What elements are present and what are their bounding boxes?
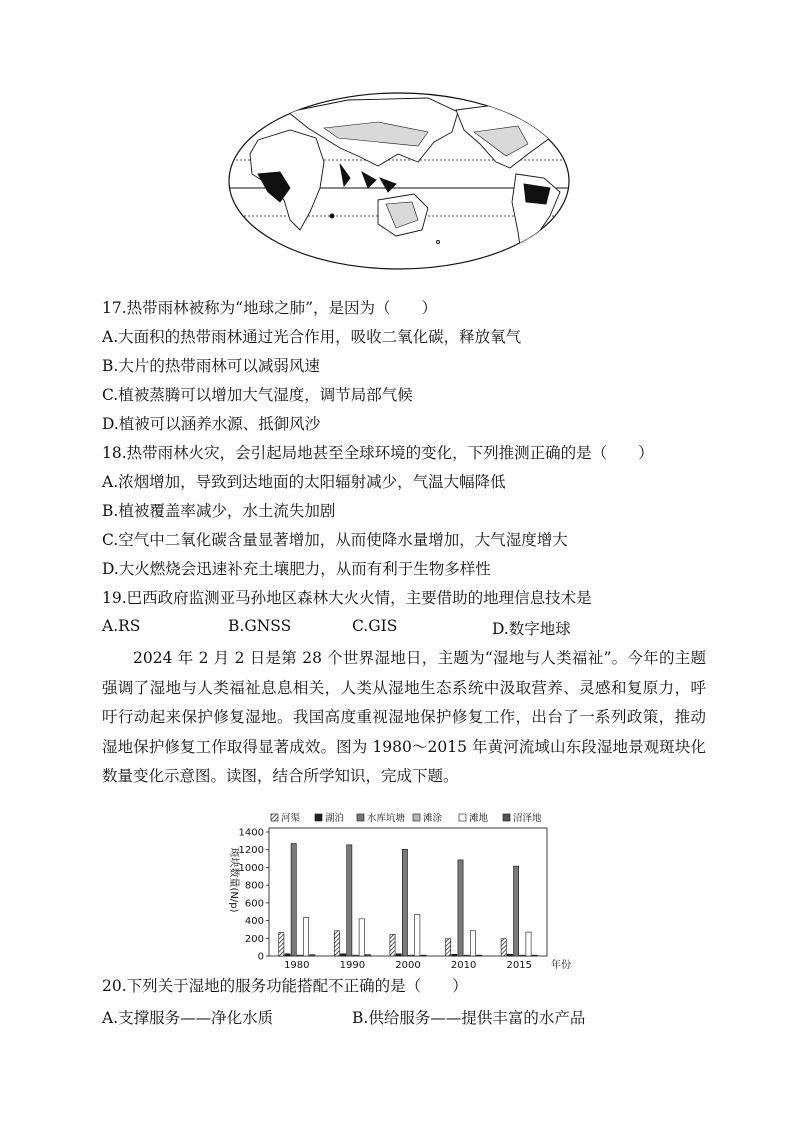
- passage-text: 2024 年 2 月 2 日是第 28 个世界湿地日，主题为“湿地与人类福祉”。今年的主题强调了湿地与人类福祉息息相关，人类从湿地生态系统中汲取营养、灵感和复原力，呼吁行动起来保护修复湿地。我国高度重视湿地保护修复工作，出台了一系列政策，推动湿地保护修复工作取得显著成效。图为 1980～2015 年黄河流域山东段湿地景观斑块化数量变化示意图。读图，结合所学知识，完成下题。: [102, 649, 706, 785]
- q18-option-b: B.植被覆盖率减少，水土流失加剧: [102, 502, 336, 520]
- q20-option-b: B.供给服务——提供丰富的水产品: [352, 1009, 586, 1027]
- legend-label: 河渠: [281, 813, 301, 824]
- bar-滩地-1980: [304, 917, 309, 956]
- bar-湖泊-1990: [341, 954, 346, 956]
- bar-沼泽地-1980: [310, 955, 315, 956]
- q18-option-d: D.大火燃烧会迅速补充土壤肥力，从而有利于生物多样性: [102, 560, 491, 578]
- bar-水库坑塘-2015: [514, 866, 519, 956]
- x-tick-label: 1990: [339, 960, 366, 971]
- legend-swatch: [271, 814, 278, 821]
- bar-滩涂-2015: [520, 955, 525, 956]
- bar-河渠-1980: [279, 933, 284, 956]
- legend-label: 沼泽地: [513, 813, 542, 824]
- q17-stem: 17.热带雨林被称为“地球之肺”，是因为（ ）: [102, 299, 437, 317]
- x-tick-label: 2015: [506, 960, 532, 971]
- legend-swatch: [315, 814, 322, 821]
- q17-option-d: D.植被可以涵养水源、抵御风沙: [102, 415, 321, 433]
- x-tick-label: 2000: [395, 960, 421, 971]
- legend-swatch: [503, 814, 510, 821]
- plot-frame: [269, 828, 547, 956]
- wetland-patch-bar-chart: [225, 810, 585, 972]
- q20-stem: 20.下列关于湿地的服务功能搭配不正确的是（ ）: [102, 977, 468, 995]
- world-map-figure: [228, 92, 570, 270]
- q19-option-c: C.GIS: [352, 617, 398, 635]
- bar-湖泊-2010: [452, 954, 457, 956]
- legend-swatch: [459, 814, 466, 821]
- y-tick-label: 600: [244, 898, 264, 910]
- bar-水库坑塘-2010: [458, 860, 463, 956]
- legend-label: 滩地: [469, 813, 489, 824]
- y-axis-label: 斑块数量(N/p): [228, 847, 239, 913]
- q19-option-d: D.数字地球: [492, 620, 571, 638]
- bar-滩地-2015: [526, 932, 531, 956]
- bar-水库坑塘-1980: [291, 844, 296, 956]
- bar-水库坑塘-1990: [347, 845, 352, 956]
- chart-legend: [271, 812, 542, 824]
- bar-河渠-2010: [446, 939, 451, 956]
- chart-bars: [279, 844, 538, 956]
- bar-滩地-1990: [359, 919, 364, 956]
- q20-option-a: A.支撑服务——净化水质: [102, 1009, 274, 1027]
- bar-滩涂-2000: [409, 955, 414, 956]
- bar-滩涂-1980: [297, 955, 302, 956]
- q19-option-a: A.RS: [102, 617, 141, 635]
- y-tick-label: 1200: [238, 845, 264, 857]
- y-tick-label: 400: [244, 916, 264, 928]
- x-tick-label: 1980: [284, 960, 310, 971]
- q18-stem: 18.热带雨林火灾，会引起局地甚至全球环境的变化，下列推测正确的是（ ）: [102, 444, 654, 462]
- y-tick-label: 0: [257, 951, 264, 963]
- bar-水库坑塘-2000: [402, 849, 407, 956]
- bar-湖泊-2015: [507, 954, 512, 956]
- bar-沼泽地-2010: [477, 955, 482, 956]
- bar-湖泊-1980: [285, 954, 290, 956]
- x-axis-label: 年份: [551, 960, 571, 971]
- q18-option-a: A.浓烟增加，导致到达地面的太阳辐射减少，气温大幅降低: [102, 473, 506, 491]
- y-tick-label: 800: [244, 880, 264, 892]
- legend-label: 滩涂: [423, 813, 443, 824]
- bar-沼泽地-2000: [421, 955, 426, 956]
- bar-河渠-2015: [501, 939, 506, 956]
- q18-option-c: C.空气中二氧化碳含量显著增加，从而使降水量增加，大气湿度增大: [102, 531, 568, 549]
- y-tick-label: 1400: [238, 827, 264, 839]
- q17-option-a: A.大面积的热带雨林通过光合作用，吸收二氧化碳，释放氧气: [102, 328, 522, 346]
- y-tick-label: 1000: [238, 862, 264, 874]
- bar-河渠-2000: [390, 934, 395, 956]
- q17-option-c: C.植被蒸腾可以增加大气湿度，调节局部气候: [102, 386, 413, 404]
- bar-滩涂-2010: [464, 955, 469, 956]
- legend-swatch: [413, 814, 420, 821]
- y-tick-label: 200: [244, 933, 264, 945]
- q19-stem: 19.巴西政府监测亚马孙地区森林大火火情，主要借助的地理信息技术是: [102, 589, 592, 607]
- bar-滩地-2000: [415, 914, 420, 956]
- q17-option-b: B.大片的热带雨林可以减弱风速: [102, 357, 320, 375]
- bar-沼泽地-1990: [365, 955, 370, 956]
- bar-河渠-1990: [334, 931, 339, 956]
- bar-湖泊-2000: [396, 954, 401, 956]
- legend-swatch: [357, 814, 364, 821]
- legend-label: 水库坑塘: [367, 813, 406, 824]
- legend-label: 湖泊: [325, 813, 345, 824]
- q19-option-b: B.GNSS: [228, 617, 292, 635]
- x-tick-label: 2010: [450, 960, 477, 971]
- bar-滩地-2010: [470, 931, 475, 956]
- bar-滩涂-1990: [353, 955, 358, 956]
- bar-沼泽地-2015: [532, 955, 537, 956]
